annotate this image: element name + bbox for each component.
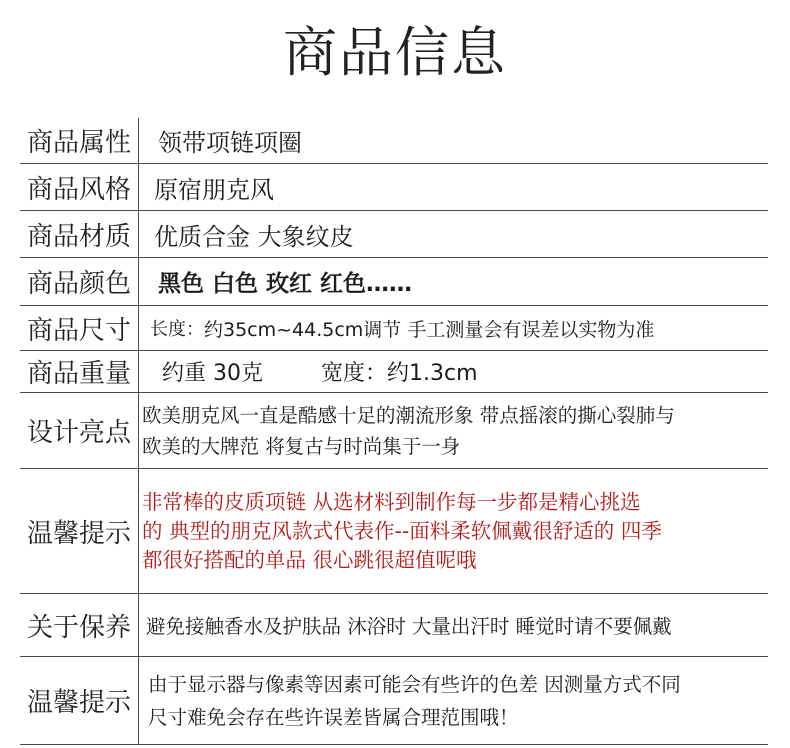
width-value: 约1.3cm	[387, 361, 478, 386]
column-divider	[138, 393, 139, 468]
table-row-notice	[20, 657, 768, 745]
column-divider	[138, 118, 139, 163]
text-line: 尺寸难免会存在些许误差皆属合理范围哦！	[148, 705, 519, 729]
row-value: 优质合金 大象纹皮	[154, 222, 354, 251]
text-line: 欧美的大牌范 将复古与时尚集于一身	[142, 434, 461, 458]
column-divider	[138, 657, 139, 744]
row-label: 商品尺寸	[26, 315, 131, 346]
weight-value: 约重 30克	[162, 361, 263, 386]
row-value	[142, 657, 768, 744]
table-row-design	[20, 393, 768, 469]
row-label: 关于保养	[26, 612, 131, 643]
width-label: 宽度：	[321, 361, 388, 386]
row-value	[142, 306, 768, 350]
page-title: 商品信息	[283, 21, 507, 84]
table-row-care	[20, 594, 768, 657]
size-value: 约35cm~44.5cm调节 手工测量会有误差以实物为准	[204, 318, 655, 341]
column-divider	[138, 306, 139, 350]
column-divider	[138, 258, 139, 305]
row-label: 商品重量	[26, 359, 131, 389]
text-line: 欧美朋克风一直是酷感十足的潮流形象 带点摇滚的撕心裂肺与	[142, 403, 675, 427]
row-value	[142, 351, 768, 392]
table-row-weight	[20, 351, 768, 393]
product-info-table	[20, 118, 768, 745]
column-divider	[138, 164, 139, 210]
column-divider	[138, 351, 139, 392]
row-value: 领带项链项圈	[158, 129, 302, 157]
row-label: 温馨提示	[26, 688, 131, 718]
row-label: 商品风格	[26, 174, 131, 205]
table-row-tips	[20, 469, 768, 594]
row-value	[142, 469, 768, 593]
table-row-style	[20, 164, 768, 211]
table-row-color	[20, 258, 768, 306]
column-divider	[138, 469, 139, 593]
text-line: 由于显示器与像素等因素可能会有些许的色差 因测量方式不同	[148, 672, 681, 696]
row-label: 商品材质	[26, 221, 131, 252]
row-label: 商品属性	[26, 128, 131, 158]
row-label: 温馨提示	[26, 518, 131, 549]
row-value: 原宿朋克风	[154, 175, 274, 204]
table-row-material	[20, 211, 768, 258]
row-label: 设计亮点	[26, 418, 131, 448]
table-row-attribute	[20, 118, 768, 164]
row-value: 黑色 白色 玫红 红色……	[158, 271, 413, 297]
row-label: 商品颜色	[26, 269, 131, 299]
table-row-size	[20, 306, 768, 351]
text-line: 非常棒的皮质项链 从选材料到制作每一步都是精心挑选	[142, 489, 641, 514]
row-value	[142, 393, 768, 468]
text-line: 的 典型的朋克风款式代表作--面料柔软佩戴很舒适的 四季	[142, 518, 662, 543]
text-line: 都很好搭配的单品 很心跳很超值呢哦	[142, 547, 477, 572]
column-divider	[138, 211, 139, 257]
row-value: 避免接触香水及护肤品 沐浴时 大量出汗时 睡觉时请不要佩戴	[146, 615, 672, 638]
size-prefix: 长度：	[150, 319, 204, 340]
column-divider	[138, 594, 139, 656]
